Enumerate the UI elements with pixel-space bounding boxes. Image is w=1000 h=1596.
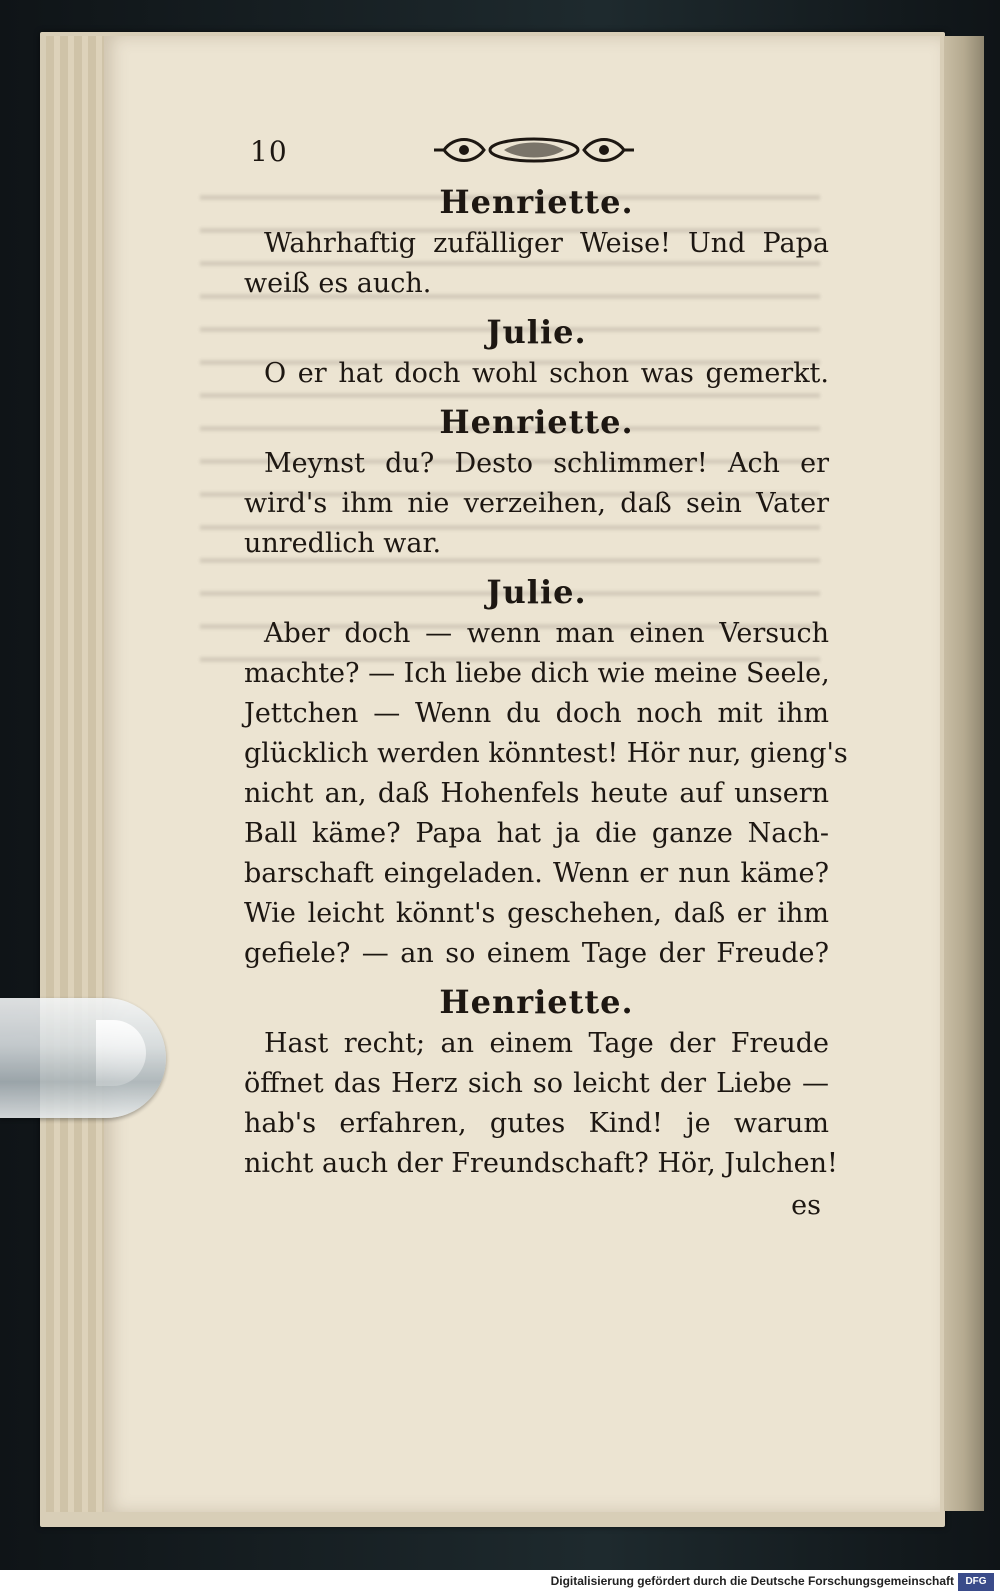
page-header (244, 128, 829, 174)
speech-text (244, 224, 829, 304)
text-line: Aber doch — wenn man einen Versuch (264, 618, 829, 649)
speech-text (244, 444, 829, 564)
text-line: unredlich war. (244, 528, 442, 559)
text-line: nicht auch der Freundschaft? Hör, Julchen! (244, 1148, 838, 1179)
text-line: O er hat doch wohl schon was gemerkt. (264, 358, 829, 389)
speech-text (244, 354, 829, 394)
text-line: gefiele? — an so einem Tage der Freude? (244, 938, 829, 969)
dialogue-block-4 (244, 572, 848, 974)
speech-text (244, 614, 848, 974)
text-line: hab's erfahren, gutes Kind! je warum (244, 1108, 829, 1139)
text-line: Meynst du? Desto schlimmer! Ach er (264, 448, 829, 479)
catchword: es (791, 1190, 821, 1221)
speaker-name: Julie. (486, 313, 587, 351)
footer-bar (0, 1570, 1000, 1596)
text-line: Wahrhaftig zufälliger Weise! Und Papa (264, 228, 829, 259)
text-line: barschaft eingeladen. Wenn er nun käme? (244, 858, 829, 889)
speech-text (244, 1024, 838, 1184)
speaker-name: Henriette. (439, 183, 634, 221)
text-line: wird's ihm nie verzeihen, daß sein Vater (244, 488, 829, 519)
text-line: Hast recht; an einem Tage der Freude (264, 1028, 829, 1059)
dialogue-block-1 (244, 182, 829, 304)
text-line: machte? — Ich liebe dich wie meine Seele, (244, 658, 830, 689)
text-line: Wie leicht könnt's geschehen, daß er ihm (244, 898, 829, 929)
dialogue-block-5 (244, 982, 838, 1184)
page-number: 10 (250, 135, 288, 168)
page-edges-right (944, 36, 984, 1511)
footer-credit: Digitalisierung gefördert durch die Deutsche Forschungsgemeinschaft (550, 1574, 954, 1588)
speaker-name: Henriette. (439, 983, 634, 1021)
speaker-name: Julie. (486, 573, 587, 611)
text-line: öffnet das Herz sich so leicht der Liebe — (244, 1068, 829, 1099)
dfg-logo-icon: DFG (958, 1573, 994, 1591)
text-line: nicht an, daß Hohenfels heute auf unsern (244, 778, 829, 809)
page-edges-left (46, 36, 106, 1512)
dialogue-block-3 (244, 402, 829, 564)
text-line: Ball käme? Papa hat ja die ganze Nach- (244, 818, 829, 849)
ornament-icon (434, 132, 634, 168)
dialogue-block-2 (244, 312, 829, 394)
text-line: weiß es auch. (244, 268, 432, 299)
text-line: glücklich werden könntest! Hör nur, gieng's (244, 738, 848, 769)
text-line: Jettchen — Wenn du doch noch mit ihm (244, 698, 829, 729)
speaker-name: Henriette. (439, 403, 634, 441)
page-text (244, 128, 848, 1226)
